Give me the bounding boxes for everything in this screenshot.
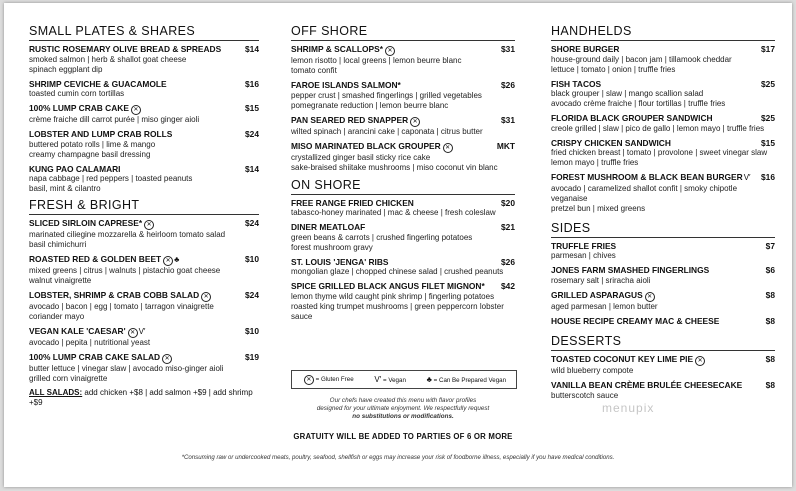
gluten-free-icon: ✕ [695, 356, 705, 366]
gluten-free-icon: ✕ [443, 143, 453, 153]
menu-column-left [29, 24, 259, 408]
item-price: $25 [761, 78, 775, 89]
item-name-text: 100% LUMP CRAB CAKE SALAD [29, 352, 161, 362]
item-desc: forest mushroom gravy [291, 242, 373, 252]
item-name [29, 290, 211, 302]
item-desc: coriander mayo [29, 312, 85, 321]
item-price: $31 [501, 114, 515, 125]
item-name: DINER MEATLOAF [291, 222, 366, 232]
item-price: $24 [245, 218, 259, 228]
item-price: $15 [245, 103, 259, 113]
item-desc: fried chicken breast | tomato | provolone | sweet vinegar slaw [551, 148, 768, 157]
item-desc: avocado | pepita | nutritional yeast [29, 338, 151, 347]
item-desc: lemon risotto | local greens | lemon beurre blanc [291, 56, 462, 65]
item-desc: wilted spinach | arancini cake | caponata | citrus butter [291, 126, 483, 136]
item-name [291, 115, 420, 127]
item-name [29, 352, 172, 364]
item-price: $14 [245, 163, 259, 174]
gluten-free-icon: ✕ [131, 105, 141, 115]
item-desc: wild blueberry compote [551, 366, 634, 375]
item-name [551, 290, 655, 302]
item-desc: pomegranate reduction | lemon beurre blanc [291, 100, 449, 110]
item-name: SHORE BURGER [551, 44, 620, 54]
item-price: $19 [245, 352, 259, 362]
item-price: $8 [765, 289, 775, 300]
item-desc: butter lettuce | vinegar slaw | avocado miso-ginger aioli [29, 364, 224, 373]
chef-note-line [291, 413, 515, 421]
item-name-text: SLICED SIRLOIN CAPRESE* [29, 218, 143, 228]
menu-item [29, 352, 259, 384]
item-desc: pepper crust | smashed fingerlings | grilled vegetables [291, 90, 482, 100]
item-price: $24 [245, 129, 259, 139]
item-desc: butterscotch sauce [551, 390, 619, 400]
chef-note-line: designed for your ultimate enjoyment. We respectfully request [316, 405, 490, 412]
item-price: $10 [245, 254, 259, 264]
menu-item [551, 113, 775, 134]
item-desc: pretzel bun | mixed greens [551, 203, 646, 213]
section-title-sides: SIDES [551, 221, 775, 238]
item-price: $31 [501, 44, 515, 54]
section-title-off-shore: OFF SHORE [291, 24, 515, 41]
item-desc: grilled corn vinaigrette [29, 374, 108, 383]
gluten-free-icon: ✕ [645, 292, 655, 302]
item-price: $14 [245, 44, 259, 54]
vegan-icon: V′ [374, 375, 382, 384]
menu-item [551, 354, 775, 376]
vegan-icon: V′ [743, 173, 751, 182]
menu-column-middle [291, 24, 515, 326]
menu-item [29, 79, 259, 100]
menu-item [551, 79, 775, 110]
item-name [551, 172, 751, 184]
legend-prep-text: = Can Be Prepared Vegan [433, 377, 507, 384]
item-price: $21 [501, 222, 515, 232]
item-desc: avocado crème fraiche | flour tortillas | truffle fries [551, 99, 726, 108]
item-price: $42 [501, 281, 515, 291]
item-name: CRISPY CHICKEN SANDWICH [551, 137, 671, 148]
menu-item [551, 316, 775, 327]
item-price: $16 [245, 78, 259, 89]
item-name-text: LOBSTER, SHRIMP & CRAB COBB SALAD [29, 290, 200, 300]
menu-item [291, 281, 515, 322]
item-name: HOUSE RECIPE CREAMY MAC & CHEESE [551, 315, 720, 326]
item-name: FREE RANGE FRIED CHICKEN [291, 197, 414, 208]
item-desc: avocado | caramelized shallot confit | smoky chipotle veganaise [551, 183, 738, 203]
menu-item [29, 129, 259, 160]
item-name [291, 44, 395, 56]
item-desc: tomato confit [291, 66, 337, 75]
item-name-text: TOASTED COCONUT KEY LIME PIE [551, 354, 694, 364]
item-name [29, 326, 145, 338]
chef-note-line: Our chefs have created this menu with flavor profiles [329, 397, 477, 404]
menu-item [29, 218, 259, 250]
item-name-text: PAN SEARED RED SNAPPER [291, 114, 409, 125]
item-name [551, 354, 705, 366]
item-name: RUSTIC ROSEMARY OLIVE BREAD & SPREADS [29, 44, 222, 54]
item-desc: lettuce | tomato | onion | truffle fries [551, 64, 676, 74]
menu-item [551, 241, 775, 262]
item-desc: creole grilled | slaw | pico de gallo | lemon mayo | truffle fries [551, 123, 765, 133]
all-salads-text: add chicken +$8 | add salmon +$9 | add shrimp +$9 [29, 388, 253, 407]
menu-item [29, 290, 259, 322]
item-name: FISH TACOS [551, 78, 602, 89]
vegan-icon: V′ [138, 327, 146, 336]
item-price: $15 [761, 137, 775, 148]
item-name: SHRIMP CEVICHE & GUACAMOLE [29, 78, 167, 89]
item-price: $20 [501, 197, 515, 208]
item-price: $8 [765, 315, 775, 326]
item-price: $7 [765, 240, 775, 251]
all-salads-label: ALL SALADS: [29, 388, 83, 397]
gluten-free-icon: ✕ [128, 328, 138, 338]
item-name: JONES FARM SMASHED FINGERLINGS [551, 265, 710, 275]
section-title-handhelds: HANDHELDS [551, 24, 775, 41]
item-name-text: 100% LUMP CRAB CAKE [29, 103, 129, 113]
menu-item [551, 290, 775, 312]
item-desc: crystallized ginger basil sticky rice cake [291, 152, 431, 162]
menu-item [29, 164, 259, 195]
menu-page [4, 3, 792, 487]
item-price: $26 [501, 256, 515, 267]
menu-item [551, 380, 775, 401]
item-name [29, 103, 141, 115]
menu-item [29, 254, 259, 286]
item-desc: buttered potato rolls | lime & mango [29, 139, 156, 149]
item-desc: mixed greens | citrus | walnuts | pistachio goat cheese [29, 266, 221, 275]
chef-note [291, 397, 515, 421]
menu-item [291, 257, 515, 278]
item-price: $6 [765, 265, 775, 275]
item-name-text: GRILLED ASPARAGUS [551, 289, 643, 300]
item-price: $16 [761, 172, 775, 182]
gratuity-notice: GRATUITY WILL BE ADDED TO PARTIES OF 6 OR MORE [293, 432, 513, 441]
item-price: $8 [765, 380, 775, 390]
legend-gf-text: = Gluten Free [315, 375, 354, 383]
gluten-free-icon: ✕ [162, 354, 172, 364]
item-desc: mongolian glaze | chopped chinese salad | crushed peanuts [291, 267, 504, 276]
menu-item [551, 172, 775, 214]
item-desc: parmesan | chives [551, 251, 616, 260]
item-desc: smoked salmon | herb & shallot goat cheese [29, 54, 187, 64]
prepared-vegan-icon: ♣ [426, 375, 432, 384]
item-price: $25 [761, 113, 775, 123]
legend-vegan [373, 375, 405, 384]
item-desc: sake-braised shiitake mushrooms | miso coconut vin blanc [291, 162, 498, 172]
item-name: SPICE GRILLED BLACK ANGUS FILET MIGNON* [291, 281, 485, 291]
legend-vegan-text: = Vegan [383, 377, 406, 384]
item-name: FAROE ISLANDS SALMON* [291, 80, 401, 90]
item-desc: roasted king trumpet mushrooms | green peppercorn lobster sauce [291, 301, 504, 321]
item-desc: toasted cumin corn tortillas [29, 89, 125, 98]
food-safety-disclaimer: *Consuming raw or undercooked meats, poultry, seafood, shellfish or eggs may increase your risk of foodborne illness, especially if you have medical conditions. [181, 454, 615, 461]
menu-item [291, 141, 515, 173]
section-title-on-shore: ON SHORE [291, 178, 515, 195]
item-desc: black grouper | slaw | mango scallion salad [551, 89, 704, 98]
item-price: $24 [245, 290, 259, 300]
menu-column-right [551, 24, 775, 405]
item-desc: aged parmesan | lemon butter [551, 301, 658, 311]
menu-item [29, 326, 259, 348]
item-price: $10 [245, 326, 259, 336]
item-name: LOBSTER AND LUMP CRAB ROLLS [29, 129, 173, 139]
item-name: KUNG PAO CALAMARI [29, 163, 121, 174]
gluten-free-icon: ✕ [304, 375, 314, 385]
item-name-text: FOREST MUSHROOM & BLACK BEAN BURGER [551, 172, 743, 182]
chef-note-emphasis: no substitutions or modifications. [352, 413, 454, 420]
menu-item [551, 265, 775, 286]
item-desc: walnut vinaigrette [29, 276, 92, 285]
gluten-free-icon: ✕ [201, 292, 211, 302]
legend-gluten-free [302, 375, 354, 385]
item-name [291, 141, 453, 153]
item-desc: creamy champagne basil dressing [29, 149, 151, 159]
item-name: VANILLA BEAN CRÈME BRULÉE CHEESECAKE [551, 380, 743, 390]
item-name-text: MISO MARINATED BLACK GROUPER [291, 140, 441, 151]
gluten-free-icon: ✕ [144, 220, 154, 230]
menu-item [291, 198, 515, 219]
menu-item [291, 222, 515, 253]
item-name-text: ROASTED RED & GOLDEN BEET [29, 254, 162, 264]
gluten-free-icon: ✕ [410, 117, 420, 127]
item-name [29, 218, 154, 230]
watermark: menupix [602, 401, 655, 415]
item-desc: avocado | bacon | egg | tomato | tarragon vinaigrette [29, 302, 214, 311]
dietary-legend [291, 370, 517, 389]
item-price: $8 [765, 354, 775, 364]
item-name: TRUFFLE FRIES [551, 240, 617, 251]
all-salads-addons [29, 388, 259, 408]
item-desc: house-ground daily | bacon jam | tillamook cheddar [551, 54, 732, 64]
item-price: $17 [761, 44, 775, 54]
legend-prepared-vegan [426, 375, 506, 384]
section-title-small-plates: SMALL PLATES & SHARES [29, 24, 259, 41]
menu-item [551, 138, 775, 169]
item-desc: rosemary salt | sriracha aioli [551, 275, 651, 285]
item-name-text: SHRIMP & SCALLOPS* [291, 44, 383, 54]
item-desc: spinach eggplant dip [29, 64, 103, 74]
menu-item [291, 44, 515, 76]
item-name-text: VEGAN KALE 'CAESAR' [29, 326, 126, 336]
item-price: $26 [501, 80, 515, 90]
menu-item [29, 103, 259, 125]
item-name: FLORIDA BLACK GROUPER SANDWICH [551, 113, 713, 123]
section-title-desserts: DESSERTS [551, 334, 775, 351]
item-desc: basil, mint & cilantro [29, 184, 101, 193]
item-desc: green beans & carrots | crushed fingerling potatoes [291, 232, 473, 242]
item-desc: lemon mayo | truffle fries [551, 158, 639, 167]
section-title-fresh-bright: FRESH & BRIGHT [29, 198, 259, 215]
item-desc: marinated ciliegine mozzarella & heirloom tomato salad [29, 230, 226, 239]
item-desc: lemon thyme wild caught pink shrimp | fingerling potatoes [291, 291, 495, 301]
gluten-free-icon: ✕ [163, 256, 173, 266]
item-name: ST. LOUIS 'JENGA' RIBS [291, 256, 389, 267]
menu-item [551, 44, 775, 75]
item-desc: tabasco-honey marinated | mac & cheese | fresh coleslaw [291, 208, 496, 217]
item-desc: crème fraiche dill carrot purée | miso ginger aioli [29, 115, 200, 124]
menu-item [291, 80, 515, 111]
item-price: MKT [496, 140, 515, 151]
item-name [29, 254, 179, 266]
menu-item [291, 115, 515, 137]
prepared-vegan-icon: ♣ [174, 255, 180, 264]
item-desc: napa cabbage | red peppers | toasted peanuts [29, 174, 193, 183]
item-desc: basil chimichurri [29, 240, 87, 249]
menu-item [29, 44, 259, 75]
gluten-free-icon: ✕ [385, 46, 395, 56]
